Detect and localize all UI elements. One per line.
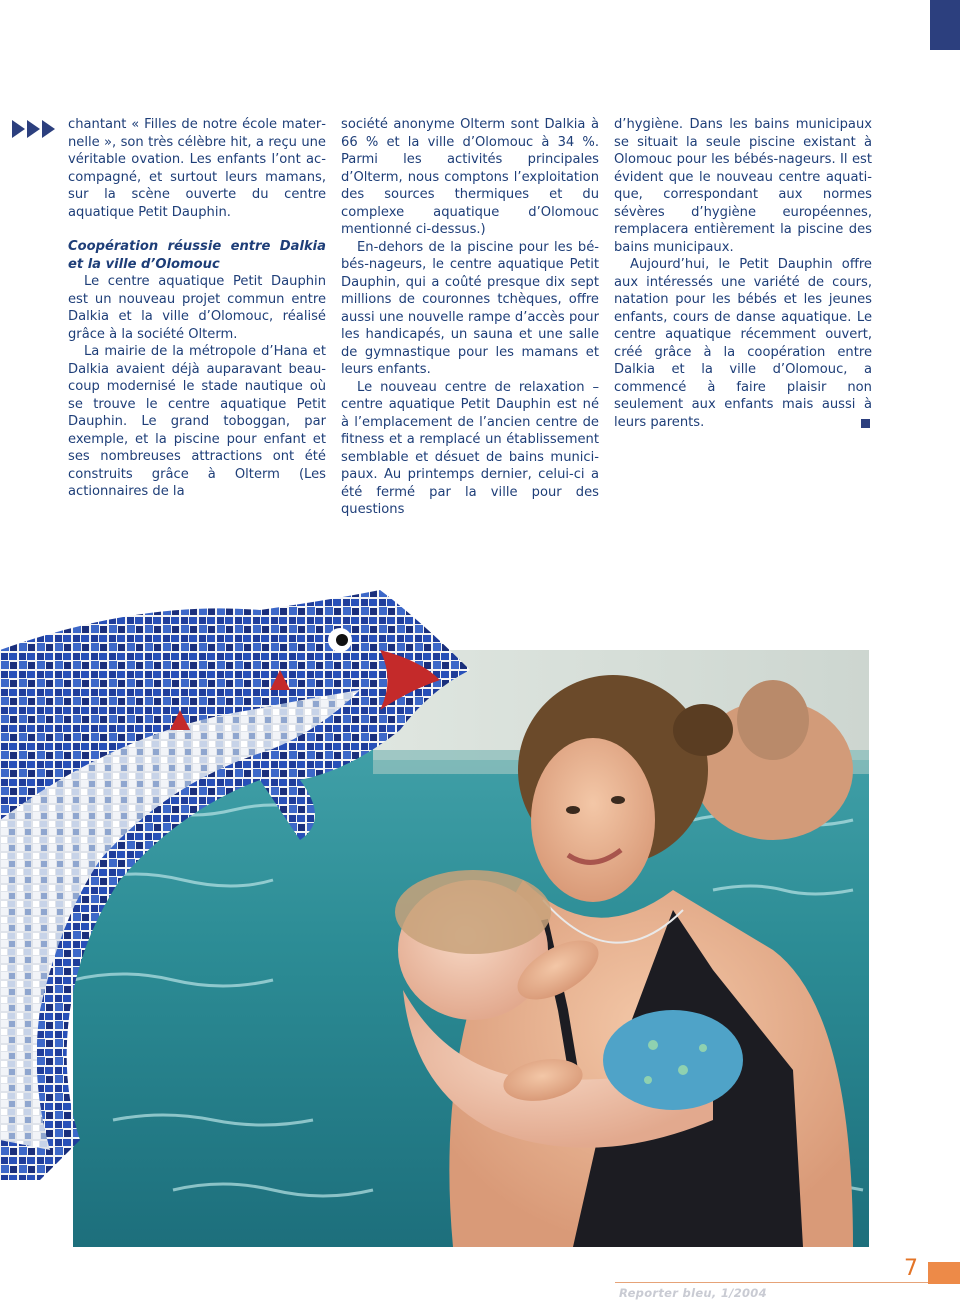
- paragraph: En-dehors de la piscine pour les bébés-nageurs, le centre aquatique Petit Dauphin, qui a coûté presque dix sept millions de couronnes tchèques, offre aussi une nouvelle rampe d’accès pour les handicapés, un sauna et une salle de gymnastique pour les mamans et leurs enfants.: [341, 239, 599, 377]
- paragraph: La mairie de la métropole d’Hana et Dalkia avaient déjà auparavant beaucoup modernisé le stade nautique où se trouve le centre aquatique Petit Dauphin. Le grand toboggan, par exemple, et la piscine pour enfant et ses nombreuses attractions ont été construits grâce à Olterm (Les actionnaires de la: [68, 344, 326, 499]
- text-column-2: [341, 116, 599, 519]
- paragraph: chantant « Filles de notre école maternelle », son très célèbre hit, a reçu une véritable ovation. Les enfants l’ont accompagné, et surtout leurs mamans, sur la scène ouverte du centre aquatique Petit Dauphin.: [68, 117, 326, 220]
- paragraph: Le nouveau centre de relaxation – centre aquatique Petit Dauphin est né à l’emplacement de l’ancien centre de fitness et a remplacé un établissement semblable et désuet de bains municipaux. Au printemps dernier, celui-ci a été fermé par la ville pour des questions: [341, 379, 599, 517]
- section-subheading: Coopération réussie entre Dalkia et la ville d’Olomouc: [68, 239, 326, 272]
- paragraph: d’hygiène. Dans les bains municipaux se situait la seule piscine existant à Olomouc pour les bébés-nageurs. Il est évident que le nouveau centre aquatique, correspondant aux normes sévères d’hygiène européennes, remplacera entièrement la piscine des bains municipaux.: [614, 117, 872, 255]
- text-column-3: [614, 116, 872, 431]
- page-number-badge: [928, 1262, 960, 1284]
- page-number: 7: [904, 1256, 918, 1281]
- continuation-arrows-icon: [12, 120, 55, 140]
- end-of-article-icon: [861, 419, 870, 428]
- page-corner-tab: [930, 0, 960, 50]
- paragraph: société anonyme Olterm sont Dalkia à 66 % et la ville d’Olomouc à 34 %. Parmi les activités principales d’Olterm, nous comptons l’exploitation des sources thermiques et du complexe aquatique d’Olomouc mentionné ci-dessus.): [341, 117, 599, 237]
- paragraph: [614, 256, 872, 431]
- text-column-1: [68, 116, 326, 501]
- paragraph-text: Aujourd’hui, le Petit Dauphin offre aux intéressés une variété de cours, natation pour les bébés et les jeunes enfants, cours de danse aquatique. Le centre aquatique récemment ouvert, créé grâce à la coopération entre Dalkia et la ville d’Olomouc, a commencé à faire plaisir non seulement aux enfants mais aussi à leurs parents.: [614, 257, 872, 430]
- dolphin-mosaic-illustration: [0, 580, 480, 1180]
- footer-rule: [615, 1282, 960, 1283]
- publication-name: Reporter bleu, 1/2004: [619, 1286, 767, 1300]
- paragraph: Le centre aquatique Petit Dauphin est un nouveau projet commun entre Dalkia et la ville d’Olomouc, réalisé grâce à la société Olterm.: [68, 274, 326, 342]
